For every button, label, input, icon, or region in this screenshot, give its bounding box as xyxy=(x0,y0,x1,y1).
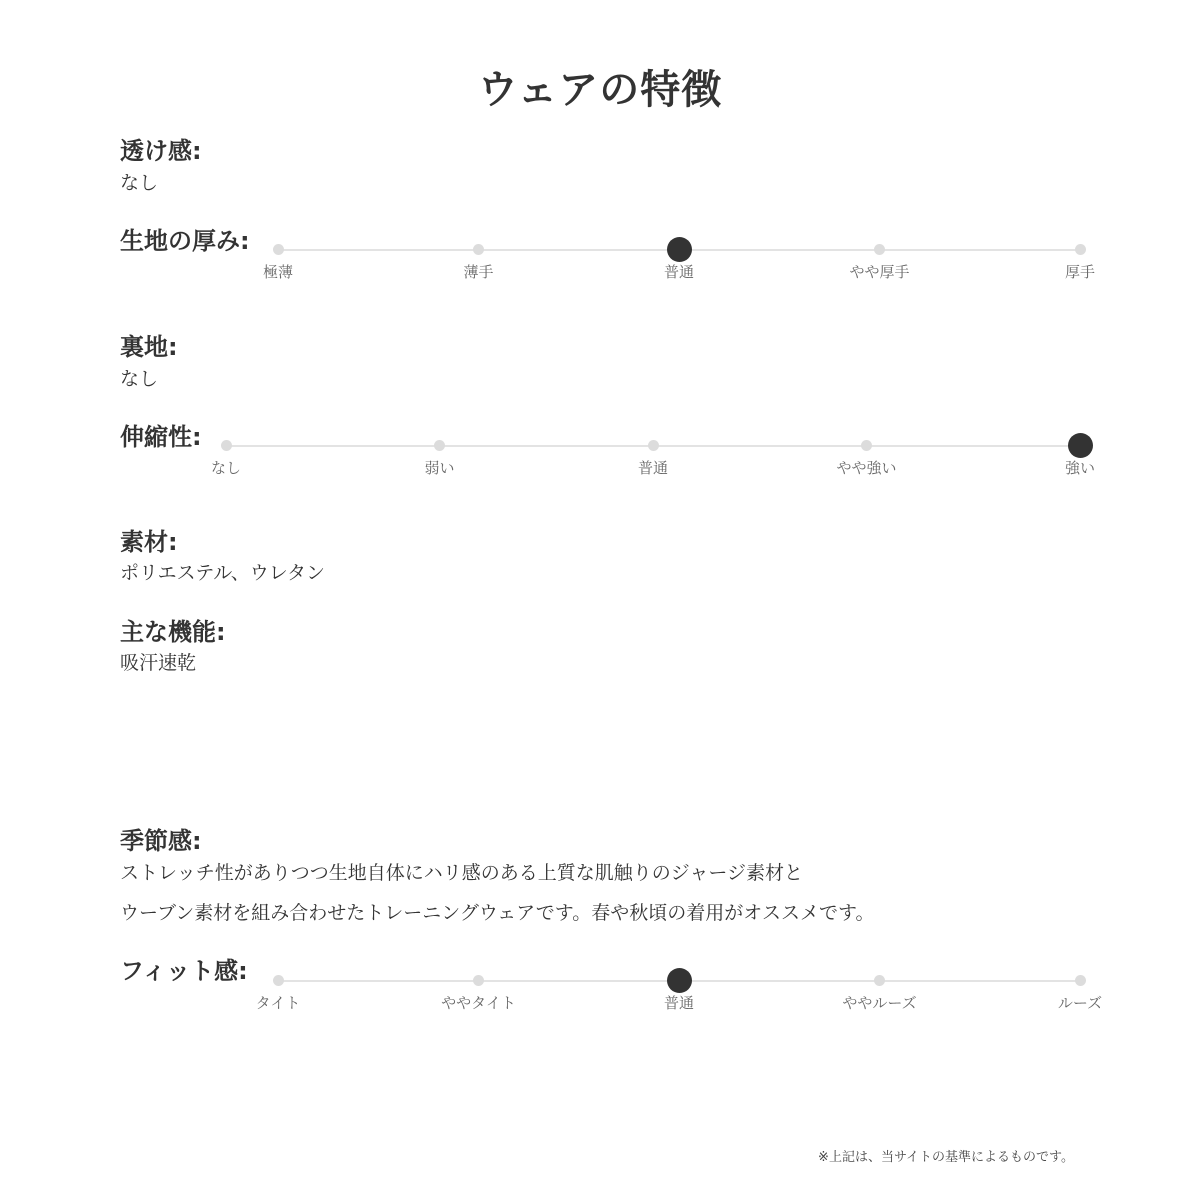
functions-value: 吸汗速乾 xyxy=(120,652,197,674)
thickness-scale-dot xyxy=(473,244,484,255)
fit-scale-option: ルーズ xyxy=(1057,994,1103,1012)
fit-scale-option: ややルーズ xyxy=(842,994,917,1012)
thickness-label: 生地の厚み: xyxy=(120,227,250,255)
sheerness-value: なし xyxy=(120,172,159,194)
fit-scale-option: タイト xyxy=(255,994,301,1012)
thickness-scale-option: 極薄 xyxy=(262,263,294,281)
stretch-scale xyxy=(210,435,1096,495)
stretch-scale-option: やや強い xyxy=(836,459,897,477)
sheerness-label: 透け感: xyxy=(120,137,202,165)
season-description-line-1: ストレッチ性がありつつ生地自体にハリ感のある上質な肌触りのジャージ素材と xyxy=(120,862,804,884)
stretch-scale-dot xyxy=(648,440,659,451)
season-label: 季節感: xyxy=(120,827,202,855)
fit-scale-dot xyxy=(1075,975,1086,986)
thickness-scale-dot xyxy=(273,244,284,255)
stretch-scale-option: 弱い xyxy=(424,459,455,477)
thickness-scale-dot xyxy=(1075,244,1086,255)
stretch-scale-dot-selected xyxy=(1068,433,1093,458)
stretch-scale-dot xyxy=(861,440,872,451)
thickness-scale-option: 厚手 xyxy=(1064,263,1096,281)
fit-scale-dot xyxy=(273,975,284,986)
thickness-scale-dot xyxy=(874,244,885,255)
thickness-scale-option: やや厚手 xyxy=(849,263,910,281)
fit-scale-option: ややタイト xyxy=(441,994,516,1012)
lining-value: なし xyxy=(120,368,159,390)
stretch-scale-option: 強い xyxy=(1064,459,1096,477)
fit-scale-option: 普通 xyxy=(663,994,695,1012)
thickness-scale-option: 薄手 xyxy=(463,263,494,281)
season-description-line-2: ウーブン素材を組み合わせたトレーニングウェアです。春や秋頃の着用がオススメです。 xyxy=(120,902,875,924)
thickness-scale-option: 普通 xyxy=(663,263,695,281)
fit-label: フィット感: xyxy=(120,957,248,985)
material-label: 素材: xyxy=(120,528,178,556)
footnote: ※上記は、当サイトの基準によるものです。 xyxy=(818,1150,1074,1165)
lining-label: 裏地: xyxy=(120,333,178,361)
stretch-scale-option: 普通 xyxy=(637,459,669,477)
material-value: ポリエステル、ウレタン xyxy=(120,562,326,584)
fit-scale-dot-selected xyxy=(667,968,692,993)
functions-label: 主な機能: xyxy=(120,618,226,646)
fit-scale xyxy=(255,970,1103,1030)
page-title: ウェアの特徴 xyxy=(477,67,723,113)
thickness-scale-dot-selected xyxy=(667,237,692,262)
stretch-scale-dot xyxy=(434,440,445,451)
stretch-scale-option: なし xyxy=(210,459,242,477)
stretch-scale-dot xyxy=(221,440,232,451)
thickness-scale xyxy=(262,239,1096,299)
fit-scale-dot xyxy=(473,975,484,986)
stretch-label: 伸縮性: xyxy=(120,423,202,451)
fit-scale-dot xyxy=(874,975,885,986)
